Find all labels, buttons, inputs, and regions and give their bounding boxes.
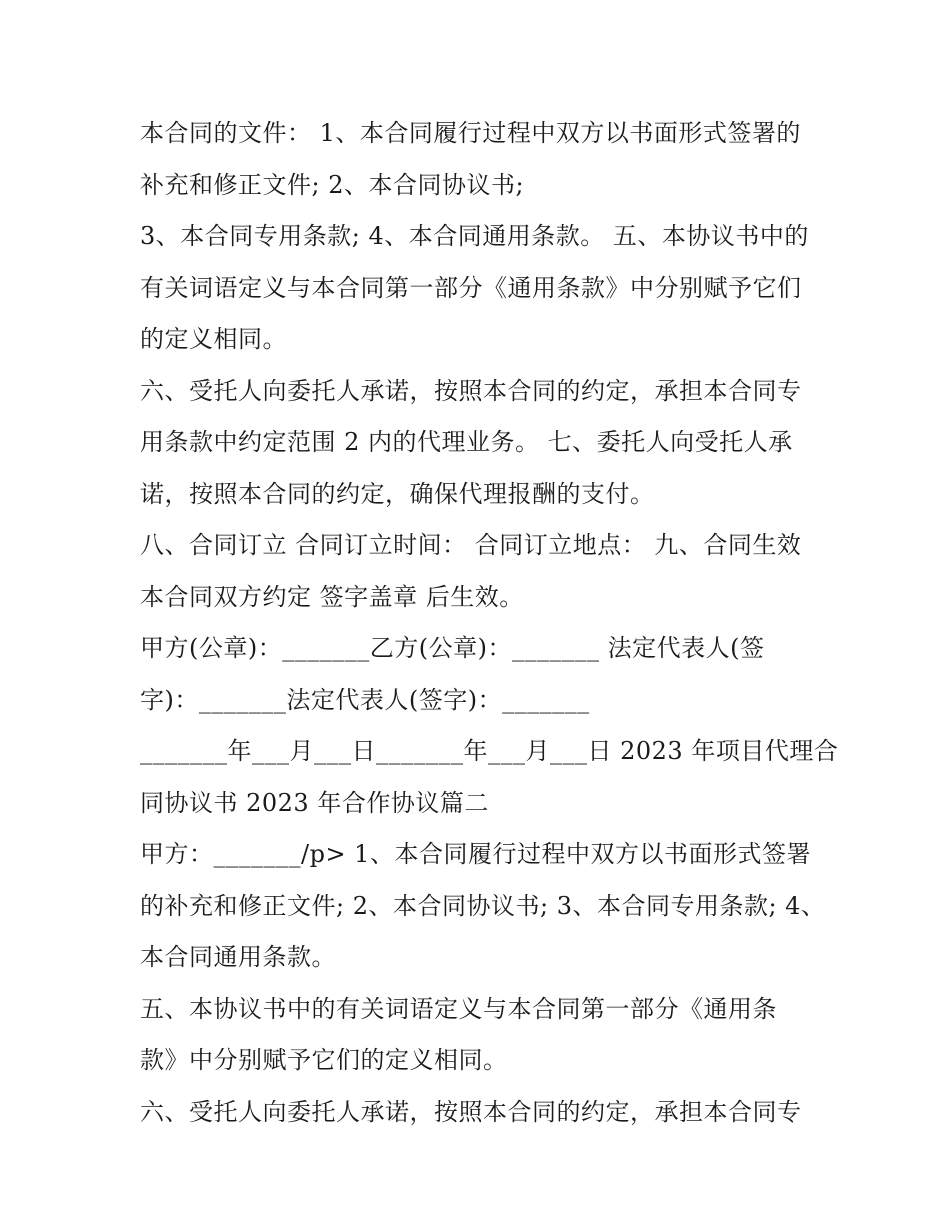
text-line: 五、本协议书中的有关词语定义与本合同第一部分《通用条 xyxy=(140,994,777,1023)
text-line: 甲方：_______/p> 1、本合同履行过程中双方以书面形式签署 xyxy=(140,840,811,868)
signature-line: 字)：_______法定代表人(签字)：_______ xyxy=(140,685,590,714)
text-line: 用条款中约定范围 2 内的代理业务。 七、委托人向受托人承 xyxy=(140,428,793,456)
signature-line: 甲方(公章)：_______乙方(公章)：_______ 法定代表人(签 xyxy=(140,634,765,662)
text-line: 3、本合同专用条款; 4、本合同通用条款。 五、本协议书中的 xyxy=(140,222,809,250)
date-line: _______年___月___日_______年___月___日 2023 年项目代理合 xyxy=(140,737,839,765)
text-line: 诺，按照本合同的约定，确保代理报酬的支付。 xyxy=(140,479,655,508)
text-line: 同协议书 2023 年合作协议篇二 xyxy=(140,788,489,817)
text-line: 本合同双方约定 签字盖章 后生效。 xyxy=(140,582,524,611)
text-line: 款》中分别赋予它们的定义相同。 xyxy=(140,1046,508,1074)
text-line: 本合同通用条款。 xyxy=(140,943,336,971)
text-line: 本合同的文件： 1、本合同履行过程中双方以书面形式签署的 xyxy=(140,119,801,147)
text-line: 六、受托人向委托人承诺，按照本合同的约定，承担本合同专 xyxy=(140,1097,802,1126)
text-line: 有关词语定义与本合同第一部分《通用条款》中分别赋予它们 xyxy=(140,273,802,302)
text-line: 的补充和修正文件; 2、本合同协议书; 3、本合同专用条款; 4、 xyxy=(140,891,826,920)
document-body xyxy=(140,108,839,1138)
text-line: 六、受托人向委托人承诺，按照本合同的约定，承担本合同专 xyxy=(140,376,802,405)
text-line: 的定义相同。 xyxy=(140,325,287,353)
text-line: 八、合同订立 合同订立时间： 合同订立地点： 九、合同生效 xyxy=(140,531,802,559)
text-line: 补充和修正文件; 2、本合同协议书; xyxy=(140,170,525,199)
